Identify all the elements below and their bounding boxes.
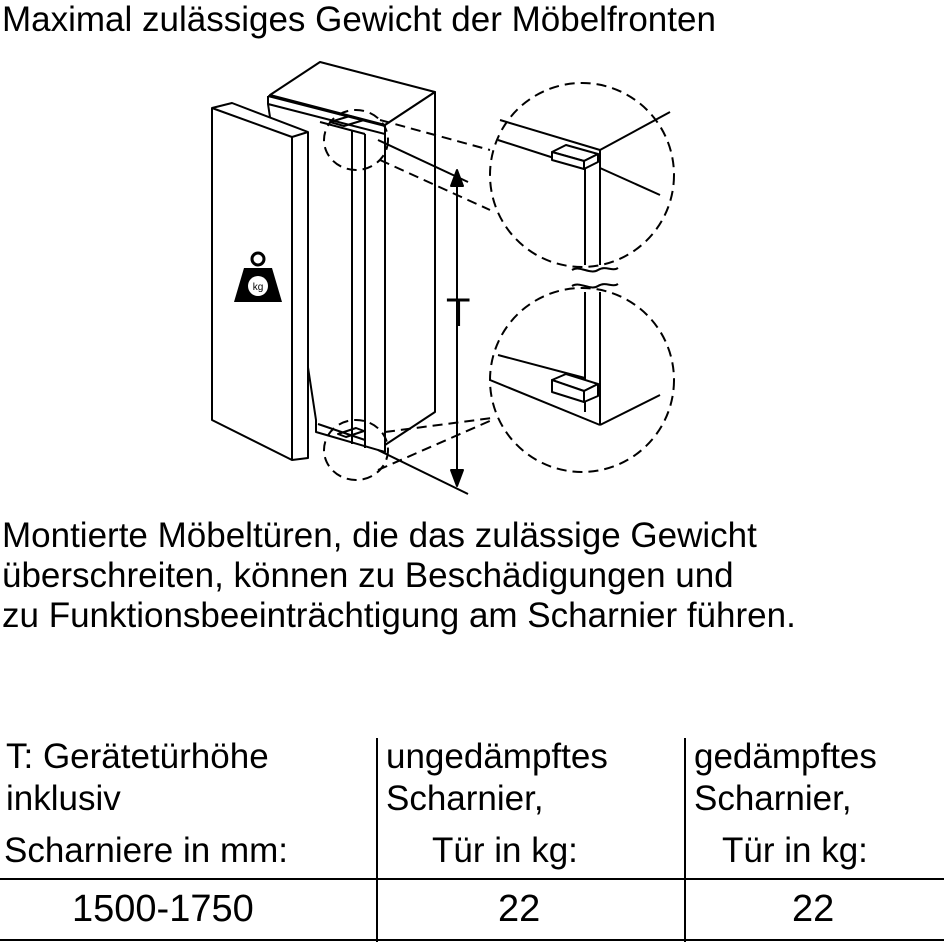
detail-bottom-hinge xyxy=(490,292,660,425)
header-undamped: ungedämpftes xyxy=(386,737,608,776)
detail-top-hinge xyxy=(498,112,670,265)
warning-text xyxy=(2,516,796,636)
header-damped: Scharnier, xyxy=(694,779,852,818)
break-marks xyxy=(572,268,618,287)
weight-kg-label: kg xyxy=(252,282,264,293)
header-height: T: Gerätetürhöhe xyxy=(6,737,269,776)
header-undamped: Tür in kg: xyxy=(432,831,578,870)
column-divider xyxy=(684,738,686,942)
dimension-t-label: T xyxy=(446,291,471,335)
warning-line: Montierte Möbeltüren, die das zulässige Gewicht xyxy=(2,516,757,555)
header-damped: gedämpftes xyxy=(694,737,877,776)
header-undamped: Scharnier, xyxy=(386,779,544,818)
header-divider xyxy=(0,878,944,880)
row-undamped-value: 22 xyxy=(498,888,541,930)
header-height: inklusiv xyxy=(6,779,121,818)
row-damped-value: 22 xyxy=(792,888,835,930)
table-bottom-line xyxy=(0,939,944,941)
warning-line: zu Funktionsbeeinträchtigung am Scharnier führen. xyxy=(2,596,796,635)
page-title: Maximal zulässiges Gewicht der Möbelfronten xyxy=(2,0,716,39)
header-damped: Tür in kg: xyxy=(722,831,868,870)
weight-table xyxy=(0,734,944,944)
header-height: Scharniere in mm: xyxy=(4,831,288,870)
column-divider xyxy=(376,738,378,942)
warning-line: überschreiten, können zu Beschädigungen und xyxy=(2,556,734,595)
row-height-value: 1500-1750 xyxy=(72,888,254,930)
